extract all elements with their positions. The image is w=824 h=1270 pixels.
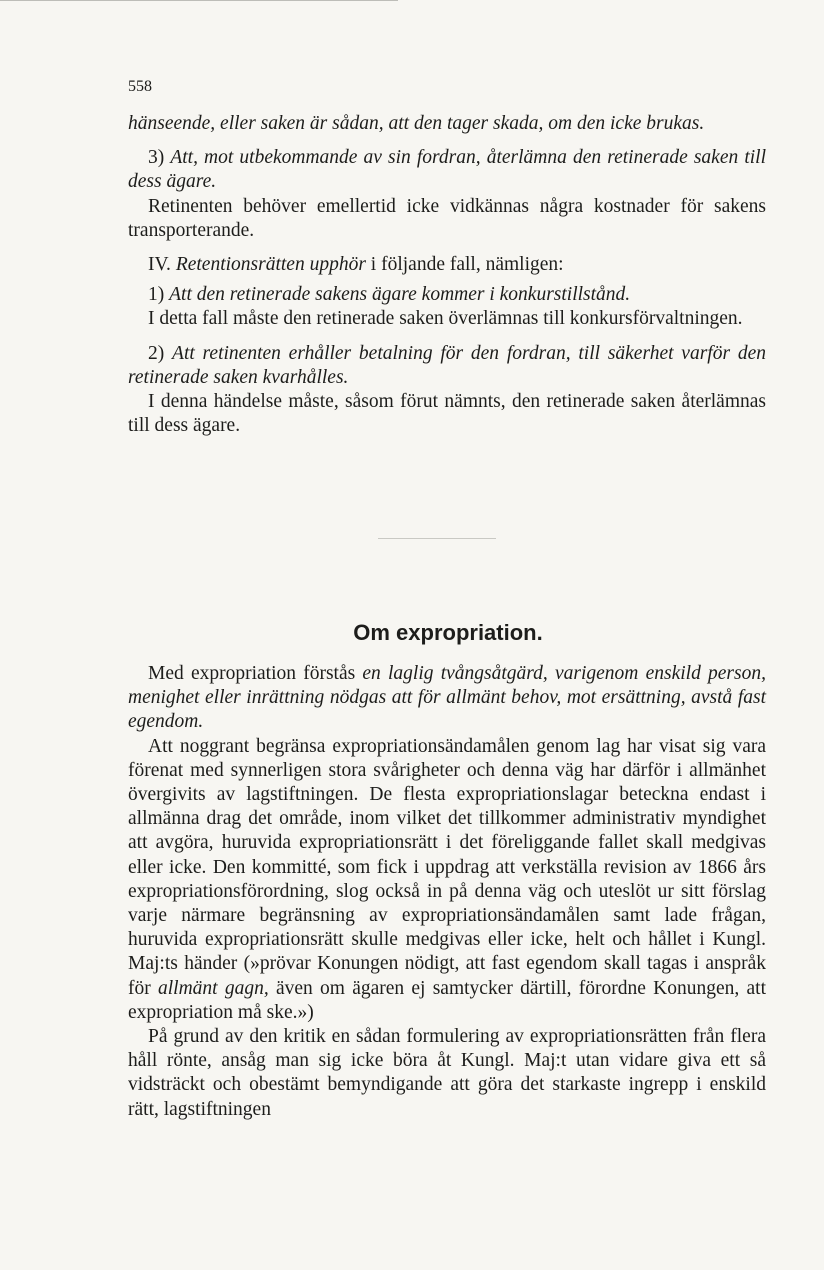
paragraph <box>128 342 766 390</box>
separator-line <box>378 538 496 539</box>
paragraph <box>128 1025 766 1122</box>
paragraph <box>128 662 766 735</box>
paragraph <box>128 253 766 277</box>
italic-text: Retentionsrätten upphör <box>175 254 366 276</box>
paragraph-text: Att noggrant begränsa expropriationsändamålen genom lag har visat sig vara förenat med synnerligen stora svårigheter och denna väg har därför i allmänhet övergivits av lagstiftningen. De flesta expropriationslagar beteckna endast i allmänna drag det område, inom vilket det tillkommer administrativ myndighet att avgöra, huruvida expropriationsrätt i det föreliggande fallet skall medgivas eller icke. Den kommitté, som fick i uppdrag att verkställa revision av 1866 års expropriationsförordning, slog också in på denna väg och uteslöt ur sitt förslag varje närmare begränsning av expropriationsändamålen samt lade frågan, huruvida expropriationsrätt skulle medgivas eller icke, helt och hållet i Kungl. Maj:ts händer (»prövar Konungen nödigt, att fast egendom skall tagas i anspråk för <box>128 735 766 999</box>
italic-text: Att, mot utbekommande av sin fordran, återlämna den retinerade saken till dess ägare. <box>128 147 766 193</box>
paragraph-text: I detta fall måste den retinerade saken överlämnas till konkursförvaltningen. <box>148 308 743 330</box>
paragraph <box>128 195 766 243</box>
paragraph-text: i följande fall, nämligen: <box>370 254 564 276</box>
item-number: 2) <box>148 342 165 364</box>
page-number: 558 <box>128 78 152 95</box>
item-number: 1) <box>148 284 165 306</box>
paragraph <box>128 307 766 331</box>
paragraph-text: även om ägaren ej samtycker därtill, förordne Konungen, att expropriation må ske.») <box>128 977 767 1023</box>
paragraph <box>128 112 766 136</box>
paragraph <box>128 283 766 307</box>
italic-text: Att retinenten erhåller betalning för den fordran, till säkerhet varför den retinerade saken kvarhålles. <box>128 342 766 388</box>
paragraph <box>128 735 766 1025</box>
paragraph <box>128 390 766 438</box>
section-title: Om expropriation. <box>353 620 543 645</box>
top-rule <box>0 0 398 1</box>
italic-text: en laglig tvångsåtgärd, varigenom enskild person, menighet eller inrättning nödgas att för allmänt behov, mot ersättning, avstå fast egendom. <box>128 663 766 733</box>
italic-text: hänseende, eller saken är sådan, att den tager skada, om den icke brukas. <box>128 113 705 134</box>
item-number: 3) <box>148 147 165 169</box>
item-number: IV. <box>148 254 171 276</box>
paragraph-text: I denna händelse måste, såsom förut nämnts, den retinerade saken återlämnas till dess ägare. <box>128 391 766 437</box>
section-retention <box>128 112 766 438</box>
section-expropriation <box>128 662 766 1122</box>
paragraph-text: Med expropriation förstås <box>148 663 356 684</box>
italic-text: allmänt gagn, <box>158 977 269 999</box>
italic-text: Att den retinerade sakens ägare kommer i konkurstillstånd. <box>169 284 631 306</box>
paragraph <box>128 146 766 194</box>
paragraph-text: På grund av den kritik en sådan formulering av expropriationsrätten från flera håll rönte, ansåg man sig icke böra åt Kungl. Maj:t utan vidare giva ett så vidsträckt och obestämt bemyndigande att göra det starkaste ingrepp i enskild rätt, lagstiftningen <box>128 1026 766 1120</box>
paragraph-text: Retinenten behöver emellertid icke vidkännas några kostnader för sakens transporterande. <box>128 195 766 241</box>
